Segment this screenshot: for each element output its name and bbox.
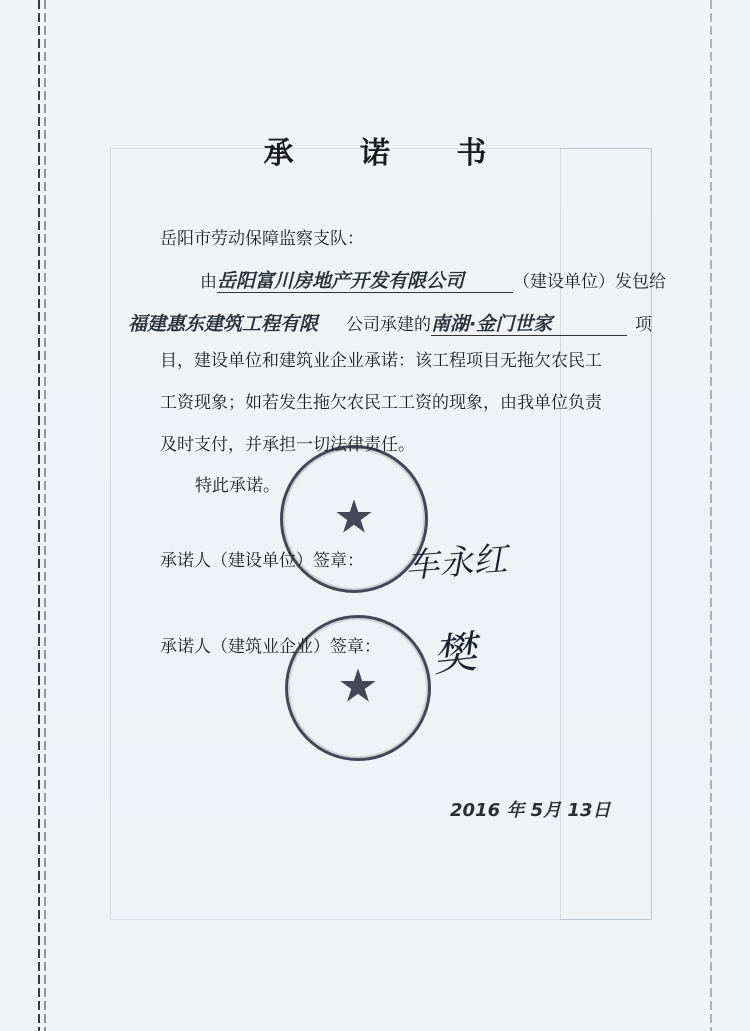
paragraph-line-4: 工资现象；如若发生拖欠农民工工资的现象，由我单位负责 (160, 393, 602, 413)
closing-line: 特此承诺。 (195, 476, 280, 496)
document-title: 承 诺 书 (263, 136, 515, 171)
line1-suffix: （建设单位）发包给 (513, 272, 666, 292)
line2-middle: 公司承建的 (346, 315, 431, 335)
paragraph-line-3: 目，建设单位和建筑业企业承诺：该工程项目无拖欠农民工 (160, 351, 602, 371)
paragraph-line-1 (200, 270, 666, 293)
date-handwritten: 2016 年 5月 13日 (450, 800, 611, 821)
contractor-signature: 樊 (429, 626, 480, 683)
paragraph-line-5: 及时支付，并承担一切法律责任。 (160, 435, 415, 455)
sign1-label: 承诺人（建设单位）签章： (160, 551, 364, 571)
seal-star-icon: ★ (337, 658, 379, 713)
project-name-handwritten: 南湖·金门世家 (431, 313, 627, 336)
line2-suffix: 项 (635, 315, 652, 335)
sign2-label: 承诺人（建筑业企业）签章： (160, 637, 381, 657)
contractor-name-handwritten: 福建惠东建筑工程有限 (128, 313, 319, 335)
seal-star-icon: ★ (333, 489, 375, 544)
developer-signature: 车永红 (403, 539, 509, 587)
developer-name-handwritten: 岳阳富川房地产开发有限公司 (217, 270, 513, 293)
paragraph-line-2 (128, 313, 652, 336)
addressee: 岳阳市劳动保障监察支队： (160, 229, 364, 249)
line1-prefix: 由 (200, 272, 217, 292)
